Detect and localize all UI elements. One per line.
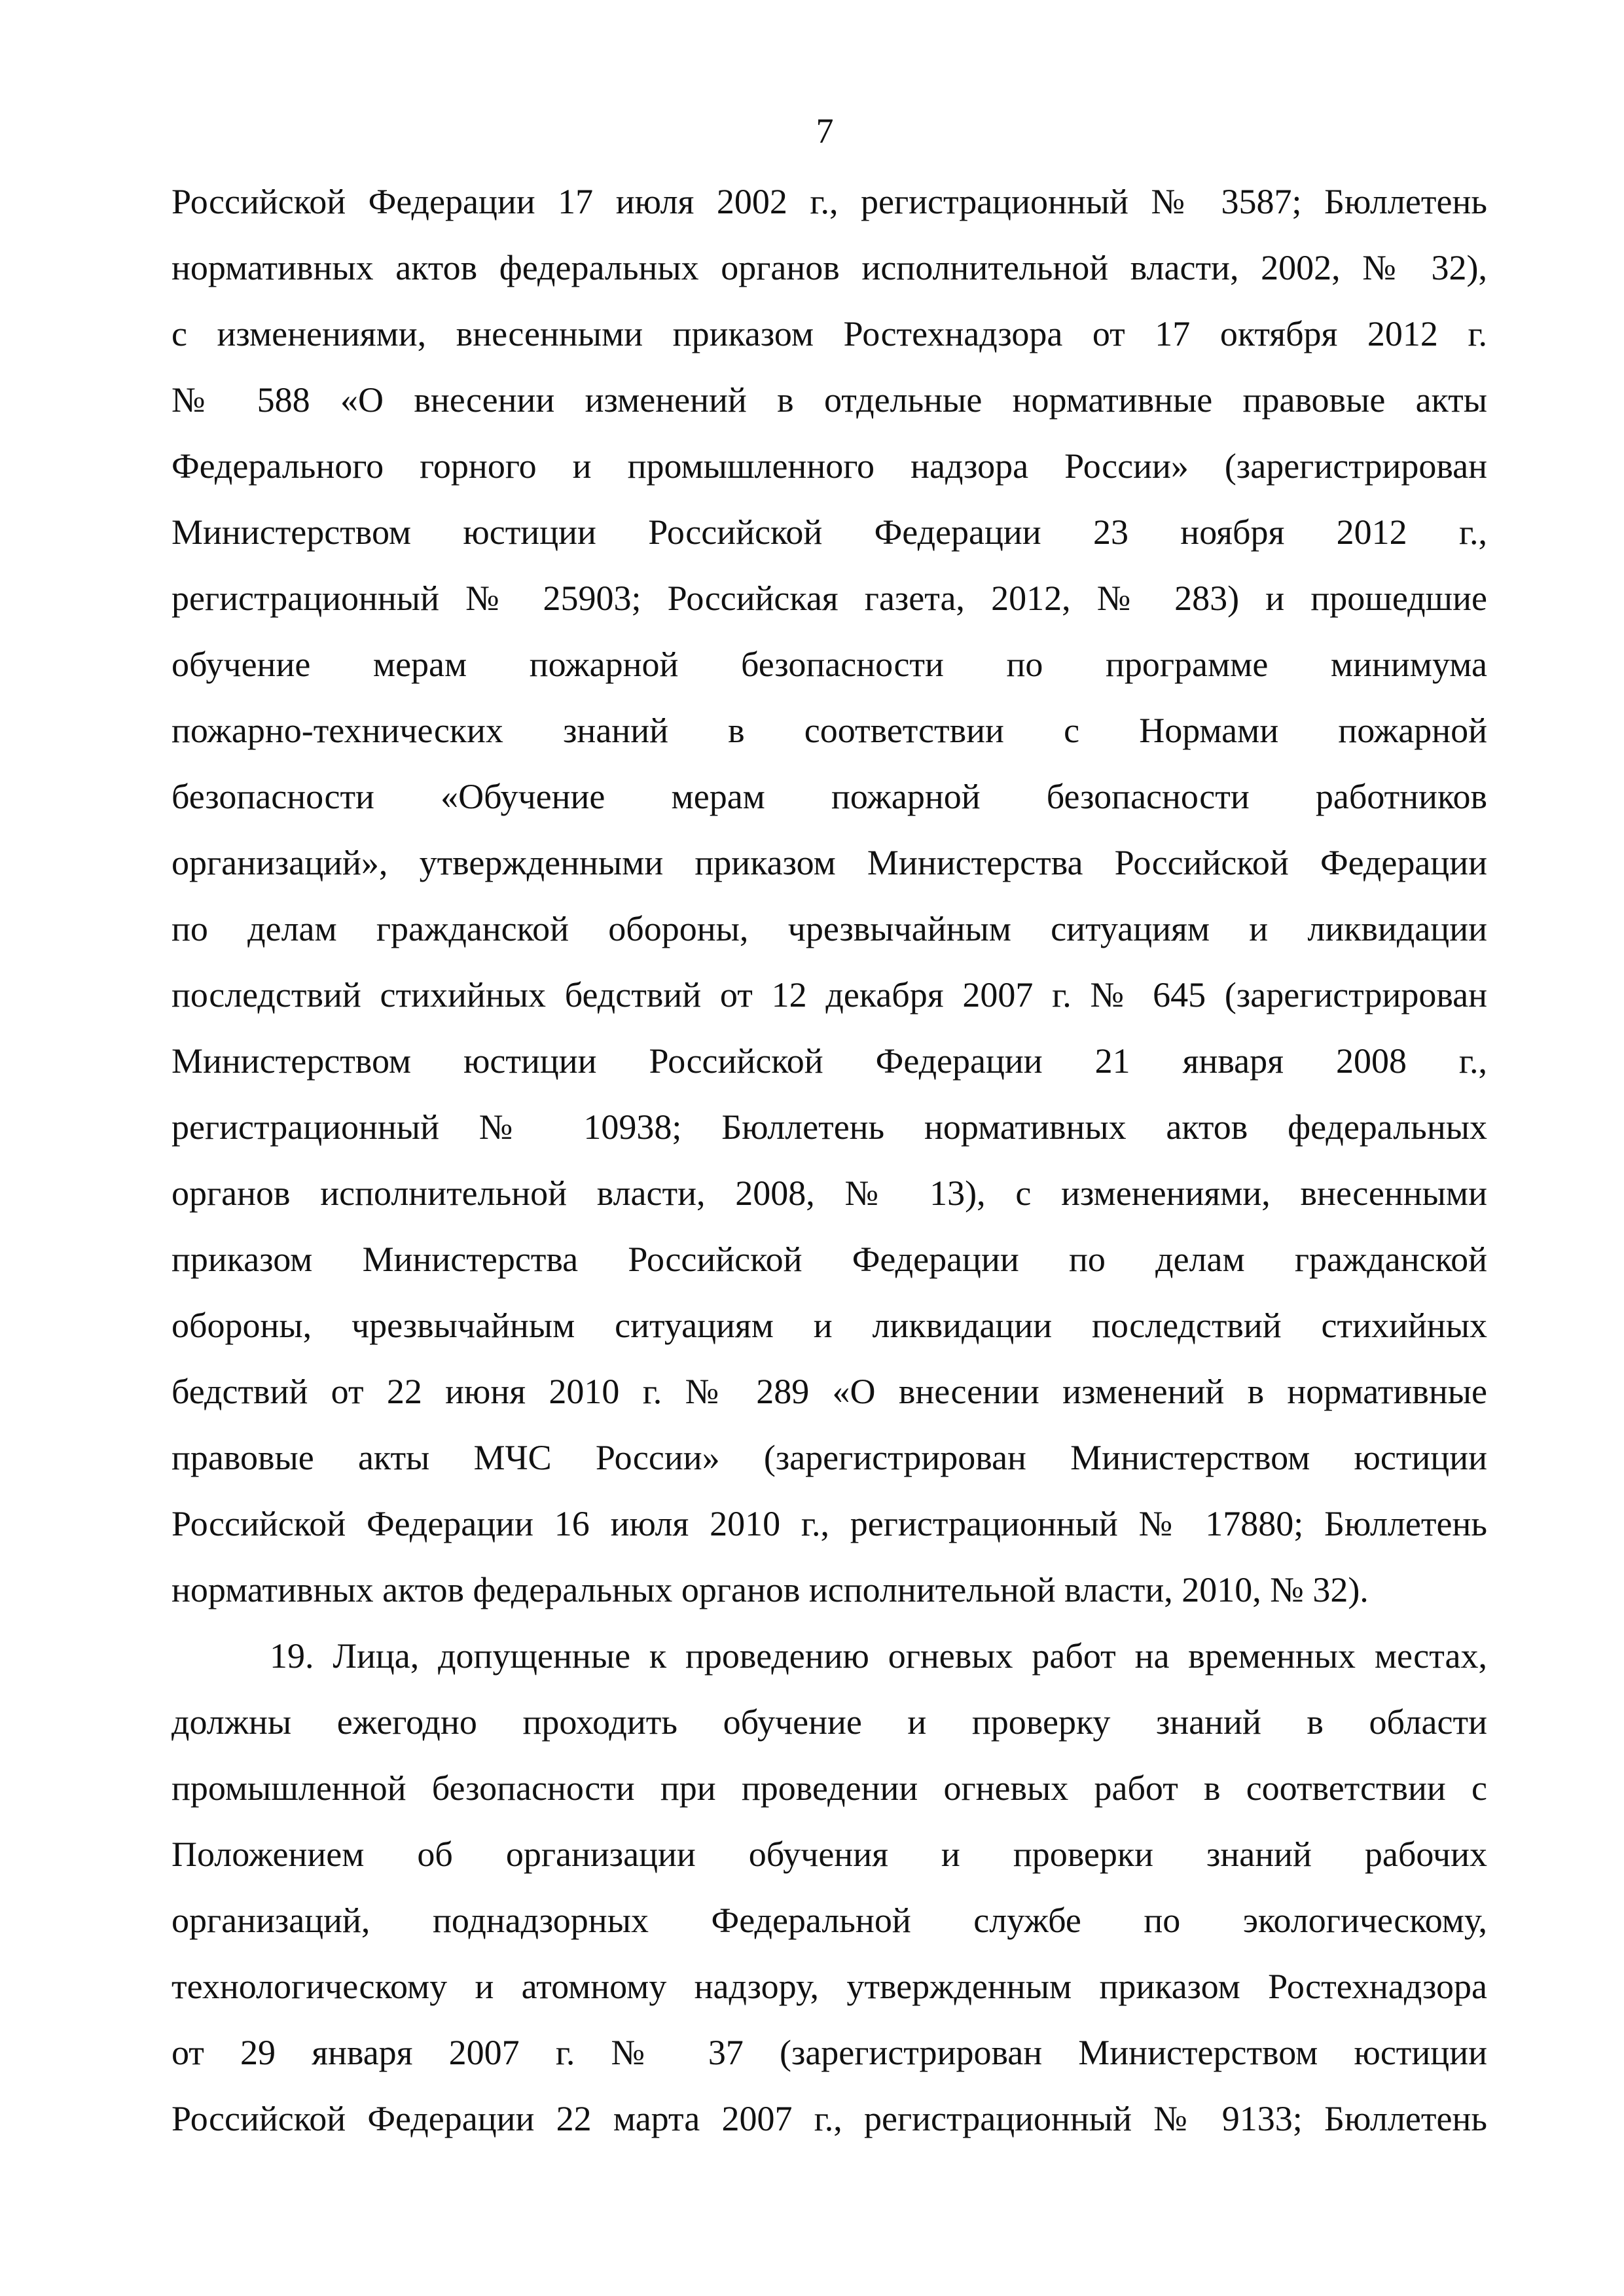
text-line: промышленной безопасности при проведении огневых работ в соответствии с [171, 1768, 1487, 1808]
text-line: по делам гражданской обороны, чрезвычайным ситуациям и ликвидации [171, 909, 1487, 948]
text-line: Положением об организации обучения и проверки знаний рабочих [171, 1835, 1487, 1874]
text-line: организаций, поднадзорных Федеральной службе по экологическому, [171, 1901, 1487, 1940]
text-line: от 29 января 2007 г. № 37 (зарегистрирован Министерством юстиции [171, 2033, 1487, 2072]
text-line: безопасности «Обучение мерам пожарной безопасности работников [171, 777, 1487, 816]
text-line: Федерального горного и промышленного надзора России» (зарегистрирован [171, 446, 1487, 486]
text-line: правовые акты МЧС России» (зарегистрирован Министерством юстиции [171, 1438, 1487, 1477]
paragraph-first-line: 19. Лица, допущенные к проведению огневых работ на временных местах, [270, 1636, 1487, 1676]
text-line: приказом Министерства Российской Федерации по делам гражданской [171, 1240, 1487, 1279]
text-line: Министерством юстиции Российской Федерации 21 января 2008 г., [171, 1041, 1487, 1081]
text-line: нормативных актов федеральных органов исполнительной власти, 2002, № 32), [171, 248, 1487, 287]
text-line: бедствий от 22 июня 2010 г. № 289 «О внесении изменений в нормативные [171, 1372, 1487, 1411]
text-line: последствий стихийных бедствий от 12 декабря 2007 г. № 645 (зарегистрирован [171, 975, 1487, 1014]
text-line: Российской Федерации 16 июля 2010 г., регистрационный № 17880; Бюллетень [171, 1504, 1487, 1543]
text-line: № 588 «О внесении изменений в отдельные нормативные правовые акты [171, 380, 1487, 420]
text-line: регистрационный № 25903; Российская газета, 2012, № 283) и прошедшие [171, 579, 1487, 618]
text-line: должны ежегодно проходить обучение и проверку знаний в области [171, 1702, 1487, 1742]
text-line: организаций», утвержденными приказом Министерства Российской Федерации [171, 843, 1487, 882]
text-line: пожарно-технических знаний в соответствии с Нормами пожарной [171, 711, 1487, 750]
text-line: регистрационный № 10938; Бюллетень нормативных актов федеральных [171, 1107, 1487, 1147]
text-line: обучение мерам пожарной безопасности по программе минимума [171, 645, 1487, 684]
text-line: органов исполнительной власти, 2008, № 13), с изменениями, внесенными [171, 1174, 1487, 1213]
body-text [171, 169, 1487, 2152]
page-number: 7 [816, 111, 834, 151]
text-line: Российской Федерации 22 марта 2007 г., регистрационный № 9133; Бюллетень [171, 2099, 1487, 2138]
text-line: технологическому и атомному надзору, утвержденным приказом Ростехнадзора [171, 1967, 1487, 2006]
text-line: нормативных актов федеральных органов исполнительной власти, 2010, № 32). [171, 1570, 1369, 1609]
text-line: Министерством юстиции Российской Федерации 23 ноября 2012 г., [171, 512, 1487, 552]
text-line: с изменениями, внесенными приказом Ростехнадзора от 17 октября 2012 г. [171, 314, 1487, 353]
text-line: Российской Федерации 17 июля 2002 г., регистрационный № 3587; Бюллетень [171, 182, 1487, 221]
text-line: обороны, чрезвычайным ситуациям и ликвидации последствий стихийных [171, 1306, 1487, 1345]
